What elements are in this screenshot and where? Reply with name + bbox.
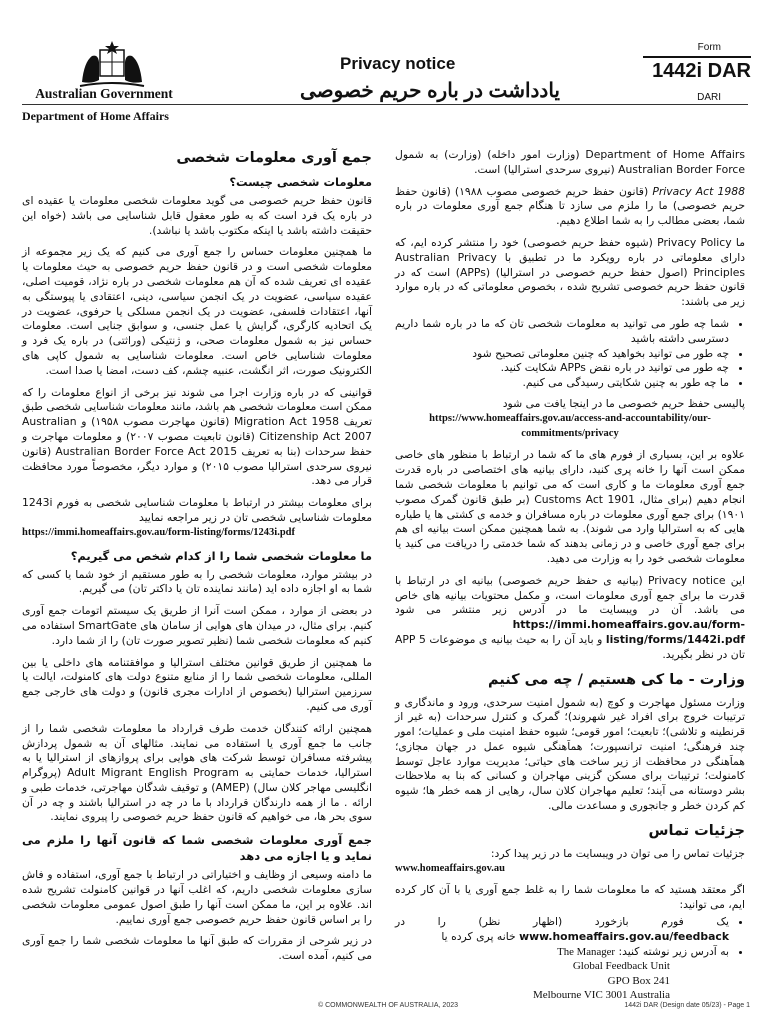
from-paragraph: ما همچنین از طریق قوانین مختلف استرالیا و موافقتنامه های داخلی یا بین المللی، معلومات شخصی شما را از منابع متنوع دولت های کامنولت، ایالت یا سرزمین استرالیا (بخصوص از ادارات مجری قانون) و دولت های خارجی جمع آوری می کنیم. [22,655,372,713]
contact-text: جزئیات تماس را می توان در ویبسایت ما در زیر پیدا کرد: [490,846,745,860]
intro-paragraph: Department of Home Affairs (وزارت امور داخله) (وزارت) به شمول Australian Border Force (نیروی سرحدی استرالیا) است. [395,148,745,176]
write-pre-text: به آدرس زیر نوشته کنید: [615,944,729,958]
address-line: The Manager [557,945,616,958]
notice-tail-text: و باید آن را به حیث بیانیه ی موضوعات 5 APP تان در نظر بگیرید. [395,632,745,661]
why-paragraph: در زیر شرحی از مقررات که طبق آنها ما معلومات شخصی شما را جمع آوری می کنیم، آمده است. [22,934,372,963]
form-divider [643,56,751,58]
form-language: DARI [697,92,721,103]
forms-paragraph: علاوه بر این، بسیاری از فورم های ما که شما در ارتباط با منظور های خاصی ممکن است آنها را خانه پری کنید، دارای بیانیه های اختصاصی در باره قدرت جمع آوری معلومات ما و کاری است که می توانیم با معلومات شخصی شما انجام دهیم (برای مثال، Customs Act 1901 (بر طبق قانون گمرک مصوب ۱۹۰۱) برای جمع آوری معلومات در باره مسافران و خدمه ی کشتی ها یا طیاره هایی که به استرالیا وارد می شوند). به شما همچنین ممکن است بیانیه ای هم برای جمع آوری خاصی و در زمانی بدهند که شما خدمتی را دریافت می کنید یا معلومات شخصی خود را به وزارت می دهید. [395,448,745,565]
notice-paragraph [395,574,745,663]
wrong-paragraph: اگر معتقد هستید که ما معلومات شما را به غلط جمع آوری یا با آن کار کرده ایم، می توانید: [395,883,745,912]
page-header [0,0,770,130]
policy-paragraph: ما Privacy Policy (شیوه حفظ حریم خصوصی) خود را منتشر کرده ایم، که دارای معلوماتی در باره رویکرد ما در تطبیق با Australian Privacy Principles (اصول حفظ حریم خصوصی در استرالیا) (APPs) است که در قانون حفظ حریم خصوصی تشریح شده ، بخصوص معلوماتی که در باره موارد زیر می باشند: [395,235,746,309]
section-heading-collection: جمع آوری معلومات شخصی [176,150,372,166]
policy-location-text: پالیسی حفظ حریم خصوصی ما در اینجا یافت می شود [502,396,745,410]
from-paragraph: در بعضی از موارد ، ممکن است آنرا از طریق یک سیستم اتومات جمع آوری کنیم. برای مثال، در میدان های هوایی از سامان های SmartGate استفاده می کنیم که معلومات شخصی شما (نظیر تصویر صورت تان) را از شما دارد. [22,604,372,647]
privacy-policy-link[interactable]: https://www.homeaffairs.gov.au/access-and-accountability/our-commitments/privacy [429,412,711,439]
department-label: Department of Home Affairs [22,109,169,123]
address-line: Global Feedback Unit [572,960,670,973]
website-link[interactable]: www.homeaffairs.gov.au [395,862,505,874]
contact-paragraph [395,847,745,877]
subheading-required-by-law: جمع آوری معلومات شخصی شما که قانون آنها را ملزم می نماید و یا اجازه می دهد [22,833,372,864]
title-dari: یادداشت در باره حریم خصوصی [300,80,560,102]
left-column [22,148,372,971]
title-english: Privacy notice [340,54,456,73]
address-line: GPO Box 241 [607,974,670,987]
from-paragraph: همچنین ارائه کنندگان خدمت طرف قرارداد ما معلومات شخصی شما را از جانب ما جمع آوری یا استفاده می نمایند. مثالهای آن به شمول پردازش پیشرفته مسافران توسط شرکت های هوایی برای پروازهای از استرالیا یا به استرالیا، خدمات حمایتی به Adult Migrant English Program (پروگرام انگلیسی مهاجر کلان سال) (AMEP) و توقیف شدگان مهاجرتی، خدمات طبی و ارائه . ما از همه دارندگان قرارداد با ما در چه در استرالیا باشند و چه در آن سوی بحر ها، می خواهیم که قانون حفظ حریم خصوصی را پیروی نمایند. [22,721,373,824]
feedback-pre-text: یک فورم بازخورد (اظهار نظر) را در [395,915,729,929]
what-paragraph: قانون حفظ حریم خصوصی می گوید معلومات شخصی معلومات یا عقیده ای در باره یک فرد است که به طور معقول قابل شناسایی می باشد (خواه این حقیقت داشته باشد یا اینکه مکتوب باشد یا نباشد). [22,194,372,237]
from-paragraph: در بیشتر موارد، معلومات شخصی را به طور مستقیم از خود شما یا کسی که شما به او اجازه داده اید (مانند نماینده تان یا داکتر تان) می گیریم. [22,567,372,596]
law-paragraph: قوانینی که در باره وزارت اجرا می شوند نیز برخی از انواع معلومات را که ممکن است معلومات شخصی هم باشد، مانند معلومات شناسایی شخصی طبق تعریف Migration Act 1958 (قانون مهاجرت مصوب ۱۹۵۸) و Australian Citizenship Act 2007 (قانون تابعیت مصوب ۲۰۰۷) و معلومات مهاجرت و حفظ سرحدات (بنا به تعریف Australian Border Force Act 2015 (قانون نیروی سرحدی استرالیا مصوب ۲۰۱۵) و موارد دیگر، مخصوصاً مورد محافظت قرار می دهد. [22,385,372,488]
identity-form-link[interactable]: https://immi.homeaffairs.gov.au/form-listing/forms/1243i.pdf [22,526,295,538]
feedback-post-text: خانه پری کرده یا [441,929,520,943]
address-line: Melbourne VIC 3001 Australia [533,989,670,1002]
more-info-paragraph [22,496,372,540]
list-item: • ما چه طور به چنین شکایتی رسیدگی می کنیم. [395,376,729,391]
list-item: • چه طور می توانید در باره نقض APPs شکایت کنید. [395,361,729,376]
government-label: Australian Government [35,86,173,101]
form-number: 1442i DAR [652,60,751,82]
why-paragraph: ما دامنه وسیعی از وظایف و اختیاراتی در ارتباط با جمع آوری، استفاده و فاش سازی معلومات شخصی داریم، که اغلب آنها در قوانین کامنولت تشریح شده اند. علاوه بر این، ما ممکن است آنها را طبق اصول عمومی معلومات شخصی را بر اساس قانون حفظ حریم خصوصی جمع آوری نماییم. [22,868,372,926]
form-label: Form [697,42,721,53]
sensitive-paragraph: ما همچنین معلومات حساس را جمع آوری می کنیم که یک زیر مجموعه از معلومات شخصی است و در قانون حفظ حریم خصوصی به حیث معلومات یا عقیده ای تعریف شده که آن هم معلومات شخصی در باره نژاد، قومیت اصلی، عقیده سیاسی، عضویت در یک انجمن سیاسی، دینی، اعتقادی یا پیوستگی به آنها، اعتقادات فلسفی، عضویت در یک انجمن مسلکی یا حرفوی، عضویت در یک اتحادیه کارگری، گرایش یا عمل جنسی، و سوابق جنایی است. معلومات حساس نیز به شمول معلومات صحی، و ژنتیکی (وراثتی) در باره یک فرد و معلومات شناسایی خاص است. معلومات شناسایی به شمول کاپی های الکترونیک صورت، اثر انگشت، عنبیه چشم، کف دست، امضا یا صدا است. [22,245,372,377]
who-paragraph: وزارت مسئول مهاجرت و کوچ (به شمول امنیت سرحدی، ورود و ماندگاری و ترتیبات خروج برای افراد غیر شهروند)؛ گمرک و کنترل سرحدات (به غیر از قرنطینه و تلاشی)؛ تابعیت؛ امور قومی؛ شیوه حفظ امنیت ملی و عملیات؛ امور چند فرهنگی؛ امنیت ترانسپورت؛ هماَهنگی شیوه عمل در جهان مجازی؛ هماَهنگی در محافظت از زیر ساخت های حیاتی؛ مدیریت موارد عاجل توسط کامنولت؛ ترتیبات برای مسکن گزینی مهاجران و کسانی که بنا به ملاحظات بشر دوستانه می آیند؛ تعلیم مهاجران کلان سال، رهایی از همه خطر ها؛ شیوه کم کردن خطر و جانجوری و مساعدت مالی. [395,695,745,813]
subheading-who-from: ما معلومات شخصی شما را از کدام شخص می گیریم؟ [70,548,372,563]
header-divider [22,104,748,105]
notice-form-link[interactable]: https://immi.homeaffairs.gov.au/form-listing/forms/1442i.pdf [512,618,746,646]
feedback-link[interactable]: www.homeaffairs.gov.au/feedback [519,929,729,943]
policy-bullet-list [395,317,745,391]
more-info-text: برای معلومات بیشتر در ارتباط با معلومات شناسایی شخصی به فورم 1243i معلومات شناسایی شخصی تان در زیر مراجعه نمایید [22,496,372,524]
list-item: • شما چه طور می توانید به معلومات شخصی تان که ما در باره شما داریم دسترسی داشته باشید [395,317,729,347]
privacy-act-text: (قانون حفظ حریم خصوصی مصوب ۱۹۸۸) (قانون حفظ حریم خصوصی) ما را ملزم می سازد تا هنگام جمع آوری معلومات در باره شما، بعضی مطالب را به شما اطلاع دهیم. [395,184,745,228]
form-id-box [643,38,751,108]
section-heading-who-we-are: وزارت - ما کی هستیم / چه می کنیم [487,671,745,688]
feedback-options-list [395,915,745,959]
copyright-footer: © COMMONWEALTH OF AUSTRALIA, 2023 [318,1002,458,1009]
list-item [395,945,729,960]
policy-location-paragraph [395,397,745,441]
privacy-act-paragraph [395,185,745,229]
privacy-act-name: Privacy Act 1988 [652,184,745,198]
postal-address [395,959,745,1003]
list-item [395,915,729,945]
list-item: • چه طور می توانید بخواهید که چنین معلوماتی تصحیح شود [395,347,729,362]
subheading-what-is-personal-info: معلومات شخصی چیست؟ [229,175,372,189]
coat-of-arms-icon [62,40,162,92]
notice-text: این Privacy notice (بیانیه ی حفظ حریم خصوصی) بیانیه ای در ارتباط با قدرت ما برای جمع آوری معلومات است، و مکمل محتویات بیانیه های خاص می باشد. آن در ویبسایت ما در آدرس زیر منتشر می شود [395,573,745,617]
page-footer: 1442i DAR (Design date 05/23) - Page 1 [624,1002,750,1009]
section-heading-contact: جزئیات تماس [648,822,745,839]
right-column [395,148,745,1003]
